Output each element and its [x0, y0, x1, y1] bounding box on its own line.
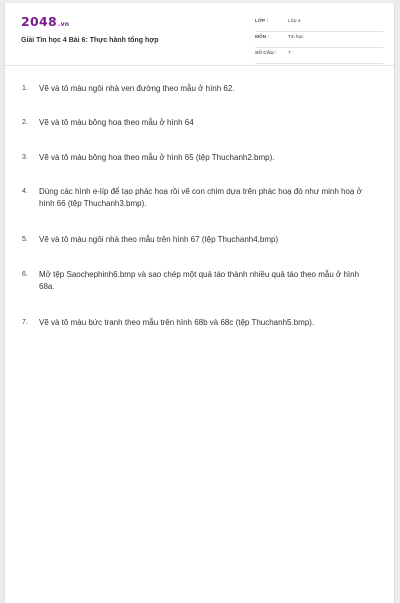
- question-number: 5.: [22, 236, 28, 243]
- logo-main-text: 2048: [21, 14, 57, 29]
- site-logo[interactable]: [21, 15, 69, 32]
- meta-value-subject: Tin học: [288, 35, 304, 40]
- question-text: Mở tệp Saochephinh6.bmp và sao chép một quả táo thành nhiều quả táo theo mẫu ở hình 68a.: [39, 270, 360, 291]
- meta-row-count: [255, 48, 383, 64]
- question-number: 4.: [22, 188, 28, 195]
- meta-row-subject: [255, 32, 383, 48]
- logo-suffix-text: .vn: [58, 21, 70, 28]
- question-text: Vẽ và tô màu bông hoa theo mẫu ở hình 65 (tệp Thuchanh2.bmp).: [39, 153, 275, 162]
- meta-row-class: [255, 16, 383, 32]
- meta-value-class: Lớp 4: [288, 19, 301, 24]
- question-number: 3.: [22, 154, 28, 161]
- question-text: Vẽ và tô màu bức tranh theo mẫu trên hình 68b và 68c (tệp Thuchanh5.bmp).: [39, 318, 315, 327]
- question-text: Vẽ và tô màu ngôi nhà ven đường theo mẫu ở hình 62.: [39, 84, 235, 93]
- question-text: Vẽ và tô màu ngôi nhà theo mẫu trên hình 67 (tệp Thuchanh4.bmp): [39, 235, 279, 244]
- meta-label-count: SỐ CÂU :: [255, 51, 277, 56]
- document-sheet: [4, 3, 395, 603]
- document-header: [5, 3, 394, 66]
- meta-value-count: 7: [288, 51, 291, 56]
- meta-label-class: LỚP :: [255, 19, 269, 24]
- question-number: 7.: [22, 319, 28, 326]
- meta-info: [255, 16, 383, 64]
- meta-label-subject: MÔN :: [255, 35, 270, 40]
- question-number: 1.: [22, 85, 28, 92]
- question-text: Vẽ và tô màu bông hoa theo mẫu ở hình 64: [39, 118, 194, 127]
- question-number: 2.: [22, 119, 28, 126]
- question-text: Dùng các hình e-líp để tạo phác hoạ rồi vẽ con chim dựa trên phác hoạ đó như minh hoạ ở hình 66 (tệp Thuchanh3.bmp).: [39, 187, 362, 208]
- document-title: Giải Tin học 4 Bài 6: Thực hành tổng hợp: [21, 37, 159, 44]
- question-number: 6.: [22, 271, 28, 278]
